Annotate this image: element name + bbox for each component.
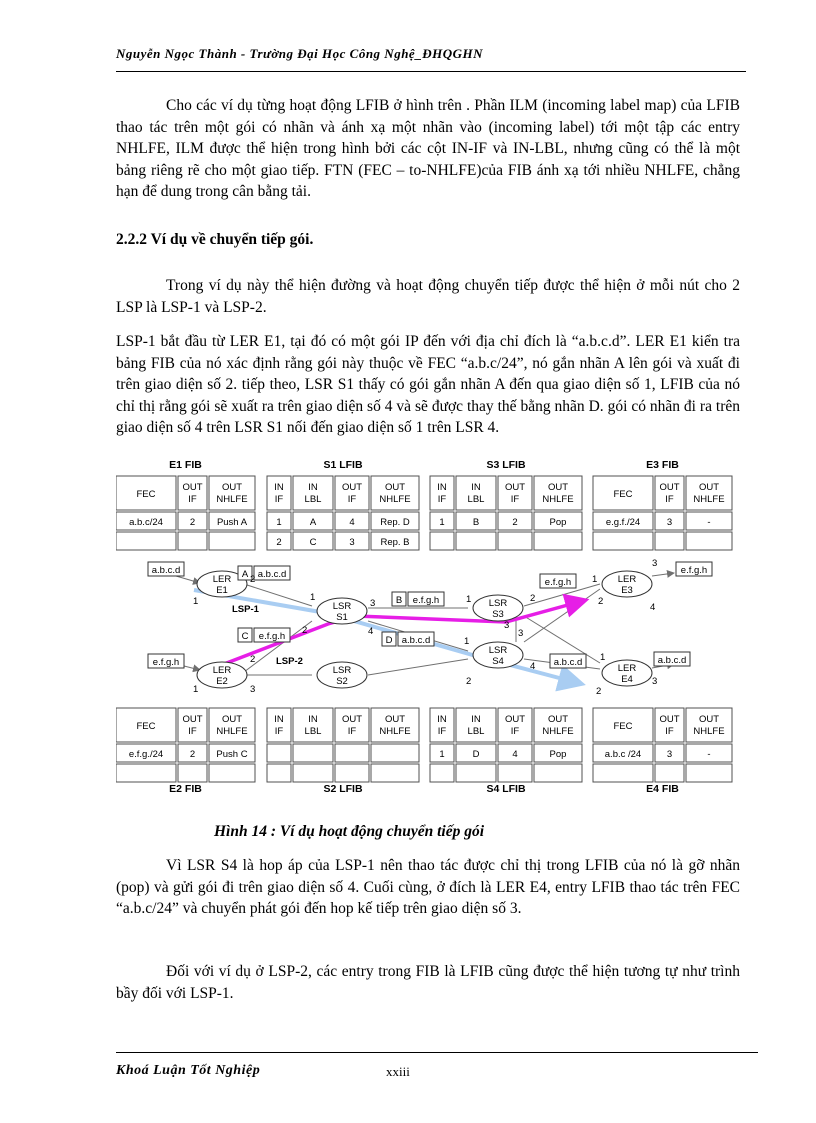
iface-e3-2: 2 [598, 596, 604, 607]
packet-address: e.f.g.h [412, 595, 440, 606]
table-cell: 3 [666, 749, 673, 760]
table-cell: D [472, 749, 480, 760]
table-header: IF [347, 726, 357, 737]
iface-s1-3: 3 [370, 598, 376, 609]
table-title: S4 LFIB [486, 783, 526, 795]
iface-s1-2: 2 [302, 625, 308, 636]
packet-label: B [395, 595, 403, 606]
iface-s4-1: 1 [464, 636, 470, 647]
iface-s1-4: 4 [368, 626, 374, 637]
table-header: NHLFE [693, 494, 725, 505]
packet-label: A [241, 569, 249, 580]
lsp1-label: LSP-1 [232, 604, 259, 615]
table-header: IF [665, 726, 674, 737]
iface-e2-2: 2 [250, 654, 256, 665]
node-type: LER [212, 574, 232, 585]
table-title: E4 FIB [646, 783, 679, 795]
table-header: LBL [467, 494, 485, 505]
packet-address: a.b.c.d [151, 565, 181, 576]
table-header: IN [471, 714, 481, 725]
packet-label: C [241, 631, 249, 642]
table-cell: 1 [276, 517, 282, 528]
packet-2 [238, 566, 290, 580]
table-header: IN [471, 482, 481, 493]
node-id: S2 [336, 676, 348, 687]
table-cell: A [309, 517, 317, 528]
table-cell: 3 [349, 537, 355, 548]
table-header: IN [437, 482, 447, 493]
node-type: LSR [332, 665, 352, 676]
table-header: IF [437, 726, 447, 737]
table-header: OUT [221, 714, 243, 725]
iface-s1-1: 1 [310, 592, 316, 603]
iface-e4-3: 3 [652, 676, 658, 687]
table-header: OUT [698, 714, 720, 725]
table-header: OUT [698, 482, 720, 493]
node-id: S4 [492, 656, 504, 667]
node-s1 [317, 598, 367, 624]
table-cell: a.b.c/24 [129, 517, 163, 528]
table-header: OUT [659, 482, 680, 493]
table-cell: a.b.c /24 [604, 749, 642, 760]
table-header: IF [188, 726, 197, 737]
packet-address: a.b.c.d [257, 569, 287, 580]
iface-e1-1: 1 [193, 596, 199, 607]
paragraph-lsp1: LSP-1 bắt đầu từ LER E1, tại đó có một gói IP đến với địa chỉ đích là “a.b.c.d”. LER E1 kiển tra bảng FIB của nó xác định rằng gói này thuộc về FEC “a.b.c/24”, nó gắn nhãn A lên gói và xuất đi trên giao diện số 2. tiếp theo, LSR S1 thấy có gói gắn nhãn A đến qua giao diện số 1, LFIB của nó chỉ thị rằng gói sẽ xuất ra trên giao diện số 4 và sẽ được thay thế bằng nhãn D. gói có nhãn đi ra trên giao diện số 4 trên LSR S1 nối đến giao diện số 1 trên LSR 4. [116, 333, 740, 436]
node-type: LER [212, 665, 232, 676]
table-header: OUT [547, 714, 569, 725]
packet-address: e.f.g.h [544, 577, 572, 588]
packet-3 [238, 628, 290, 642]
table-header: IF [188, 494, 197, 505]
table-header: LBL [467, 726, 485, 737]
table-header: IF [347, 494, 357, 505]
node-e3 [602, 571, 652, 597]
iface-s4-3: 3 [518, 628, 524, 639]
table-header: IF [437, 494, 447, 505]
iface-s3-3: 3 [504, 620, 510, 631]
iface-e3-3: 3 [652, 558, 658, 569]
node-type: LSR [488, 645, 508, 656]
link-s2-s4 [368, 659, 468, 675]
table-cell: 2 [189, 749, 196, 760]
node-e2 [197, 662, 247, 688]
node-type: LER [617, 574, 637, 585]
table-header: FEC [136, 489, 156, 500]
iface-e1-2: 2 [250, 574, 256, 585]
table-cell: - [707, 749, 711, 760]
node-id: S3 [492, 609, 504, 620]
page-header: Nguyễn Ngọc Thành - Trường Đại Học Công Nghệ_ĐHQGHN [116, 46, 483, 61]
iface-s3-1: 1 [466, 594, 472, 605]
table-header: NHLFE [542, 726, 574, 737]
packet-0 [148, 562, 184, 576]
table-header: IN [274, 482, 284, 493]
table-title: E3 FIB [646, 459, 679, 471]
footer-title: Khoá Luận Tốt Nghiệp [116, 1063, 261, 1078]
bottom-table-3 [593, 708, 732, 795]
node-id: E1 [216, 585, 228, 596]
paragraph-lsp2: Đối với ví dụ ở LSP-2, các entry trong FIB là LFIB cũng được thể hiện tương tự như trình bầy đối với LSP-1. [116, 963, 740, 1002]
packet-label: D [385, 635, 393, 646]
table-cell: e.g.f./24 [605, 517, 641, 528]
table-header: OUT [504, 714, 526, 725]
packet-1 [148, 654, 184, 668]
table-header: NHLFE [216, 494, 248, 505]
arrow-out-e3 [652, 573, 674, 576]
table-header: NHLFE [379, 726, 411, 737]
table-header: LBL [304, 494, 322, 505]
iface-e3-1: 1 [592, 574, 598, 585]
packet-address: a.b.c.d [553, 657, 583, 668]
table-cell: Push C [216, 749, 248, 760]
packet-address: a.b.c.d [657, 655, 687, 666]
table-header: IN [437, 714, 447, 725]
table-header: OUT [221, 482, 243, 493]
node-type: LSR [332, 601, 352, 612]
table-header: NHLFE [379, 494, 411, 505]
table-header: NHLFE [542, 494, 574, 505]
packet-4 [392, 592, 444, 606]
iface-e3-4: 4 [650, 602, 656, 613]
table-header: NHLFE [693, 726, 725, 737]
node-id: E4 [621, 674, 633, 685]
top-table-3 [593, 459, 732, 550]
table-title: S3 LFIB [486, 459, 526, 471]
table-title: E1 FIB [169, 459, 202, 471]
node-id: E3 [621, 585, 633, 596]
packet-address: e.f.g.h [680, 565, 708, 576]
table-header: NHLFE [216, 726, 248, 737]
table-cell: 1 [439, 517, 445, 528]
node-id: S1 [336, 612, 348, 623]
table-title: E2 FIB [169, 783, 202, 795]
table-header: IF [274, 726, 284, 737]
table-header: IF [665, 494, 674, 505]
table-header: IN [308, 714, 318, 725]
table-header: OUT [384, 714, 406, 725]
table-header: FEC [613, 721, 633, 732]
table-cell: 2 [189, 517, 196, 528]
table-header: OUT [341, 714, 363, 725]
table-header: FEC [136, 721, 156, 732]
table-header: OUT [384, 482, 406, 493]
table-cell: Rep. D [380, 517, 410, 528]
paragraph-intro: Trong ví dụ này thể hiện đường và hoạt động chuyển tiếp được thể hiện ở mỗi nút cho 2 LSP là LSP-1 và LSP-2. [116, 277, 740, 316]
top-table-0 [116, 459, 255, 550]
table-cell: Rep. B [380, 537, 410, 548]
table-cell: Pop [549, 517, 567, 528]
node-e4 [602, 660, 652, 686]
packet-address: e.f.g.h [152, 657, 180, 668]
top-table-2 [430, 459, 582, 550]
node-s3 [473, 595, 523, 621]
table-header: IF [510, 494, 520, 505]
iface-e2-3: 3 [250, 684, 256, 695]
page-number: xxiii [386, 1064, 410, 1079]
table-header: OUT [341, 482, 363, 493]
table-header: FEC [613, 489, 633, 500]
table-header: IN [308, 482, 318, 493]
bottom-table-0 [116, 708, 255, 795]
packet-8 [676, 562, 712, 576]
node-s2 [317, 662, 367, 688]
table-cell: 3 [666, 517, 673, 528]
paragraph-s4: Vì LSR S4 là hop áp của LSP-1 nên thao tác được chỉ thị trong LFIB của nó là gỡ nhãn (pop) và gửi gói đi trên giao diện số 4. Cuối cùng, ở đích là LER E4, entry LFIB thao tác trên FEC “a.b.c/24” và chuyển phát gói đến hop kế tiếp trên giao diện số 3. [116, 857, 740, 917]
top-table-1 [267, 459, 419, 550]
table-cell: 2 [512, 517, 518, 528]
forwarding-figure [116, 456, 740, 796]
table-header: OUT [659, 714, 680, 725]
bottom-table-2 [430, 708, 582, 795]
node-type: LER [617, 663, 637, 674]
section-heading: 2.2.2 Ví dụ về chuyển tiếp gói. [116, 231, 314, 248]
iface-e4-2: 2 [596, 686, 602, 697]
table-cell: - [707, 517, 711, 528]
table-cell: Pop [549, 749, 567, 760]
packet-5 [382, 632, 434, 646]
table-header: IF [510, 726, 520, 737]
node-id: E2 [216, 676, 228, 687]
bottom-table-1 [267, 708, 419, 795]
packet-address: e.f.g.h [258, 631, 286, 642]
lsp2-label: LSP-2 [276, 656, 303, 667]
table-header: LBL [304, 726, 322, 737]
top-tables [116, 459, 732, 550]
table-header: OUT [182, 714, 203, 725]
table-cell: B [472, 517, 480, 528]
iface-s4-2: 2 [466, 676, 472, 687]
iface-s4-4: 4 [530, 661, 536, 672]
footer-rule [116, 1052, 758, 1053]
table-cell: Push A [216, 517, 248, 528]
header-rule [116, 71, 746, 72]
table-cell: 4 [349, 517, 355, 528]
iface-e2-1: 1 [193, 684, 199, 695]
table-cell: 1 [439, 749, 445, 760]
node-s4 [473, 642, 523, 668]
node-type: LSR [488, 598, 508, 609]
packet-7 [550, 654, 586, 668]
table-title: S2 LFIB [323, 783, 363, 795]
iface-e4-1: 1 [600, 652, 606, 663]
table-header: OUT [504, 482, 526, 493]
table-header: OUT [547, 482, 569, 493]
table-header: IF [274, 494, 284, 505]
bottom-tables [116, 708, 732, 795]
table-cell: 2 [276, 537, 282, 548]
table-cell: e.f.g./24 [128, 749, 164, 760]
table-header: OUT [182, 482, 203, 493]
packet-address: a.b.c.d [401, 635, 431, 646]
table-title: S1 LFIB [323, 459, 363, 471]
packet-9 [654, 652, 690, 666]
figure-caption: Hình 14 : Ví dụ hoạt động chuyển tiếp gói [214, 823, 485, 840]
table-cell: 4 [512, 749, 518, 760]
paragraph-lfib-example: Cho các ví dụ từng hoạt động LFIB ở hình trên . Phần ILM (incoming label map) của LFIB thao tác trên một gói có nhãn và ánh xạ một nhãn vào (incoming label) tới một tập các entry NHLFE, ILM được thể hiện trong hình bởi các cột IN-IF và IN-LBL, nhưng cũng có thể là một bảng riêng rẽ cho một giao tiếp. FTN (FEC – to-NHLFE)của FIB ánh xạ tới nhiều NHLFE, chẳng hạn để dung trong cân bằng tải. [116, 97, 740, 200]
iface-s3-2: 2 [530, 593, 536, 604]
table-cell: C [309, 537, 317, 548]
table-header: IN [274, 714, 284, 725]
arrow-in-e1 [176, 576, 200, 583]
packet-6 [540, 574, 576, 588]
